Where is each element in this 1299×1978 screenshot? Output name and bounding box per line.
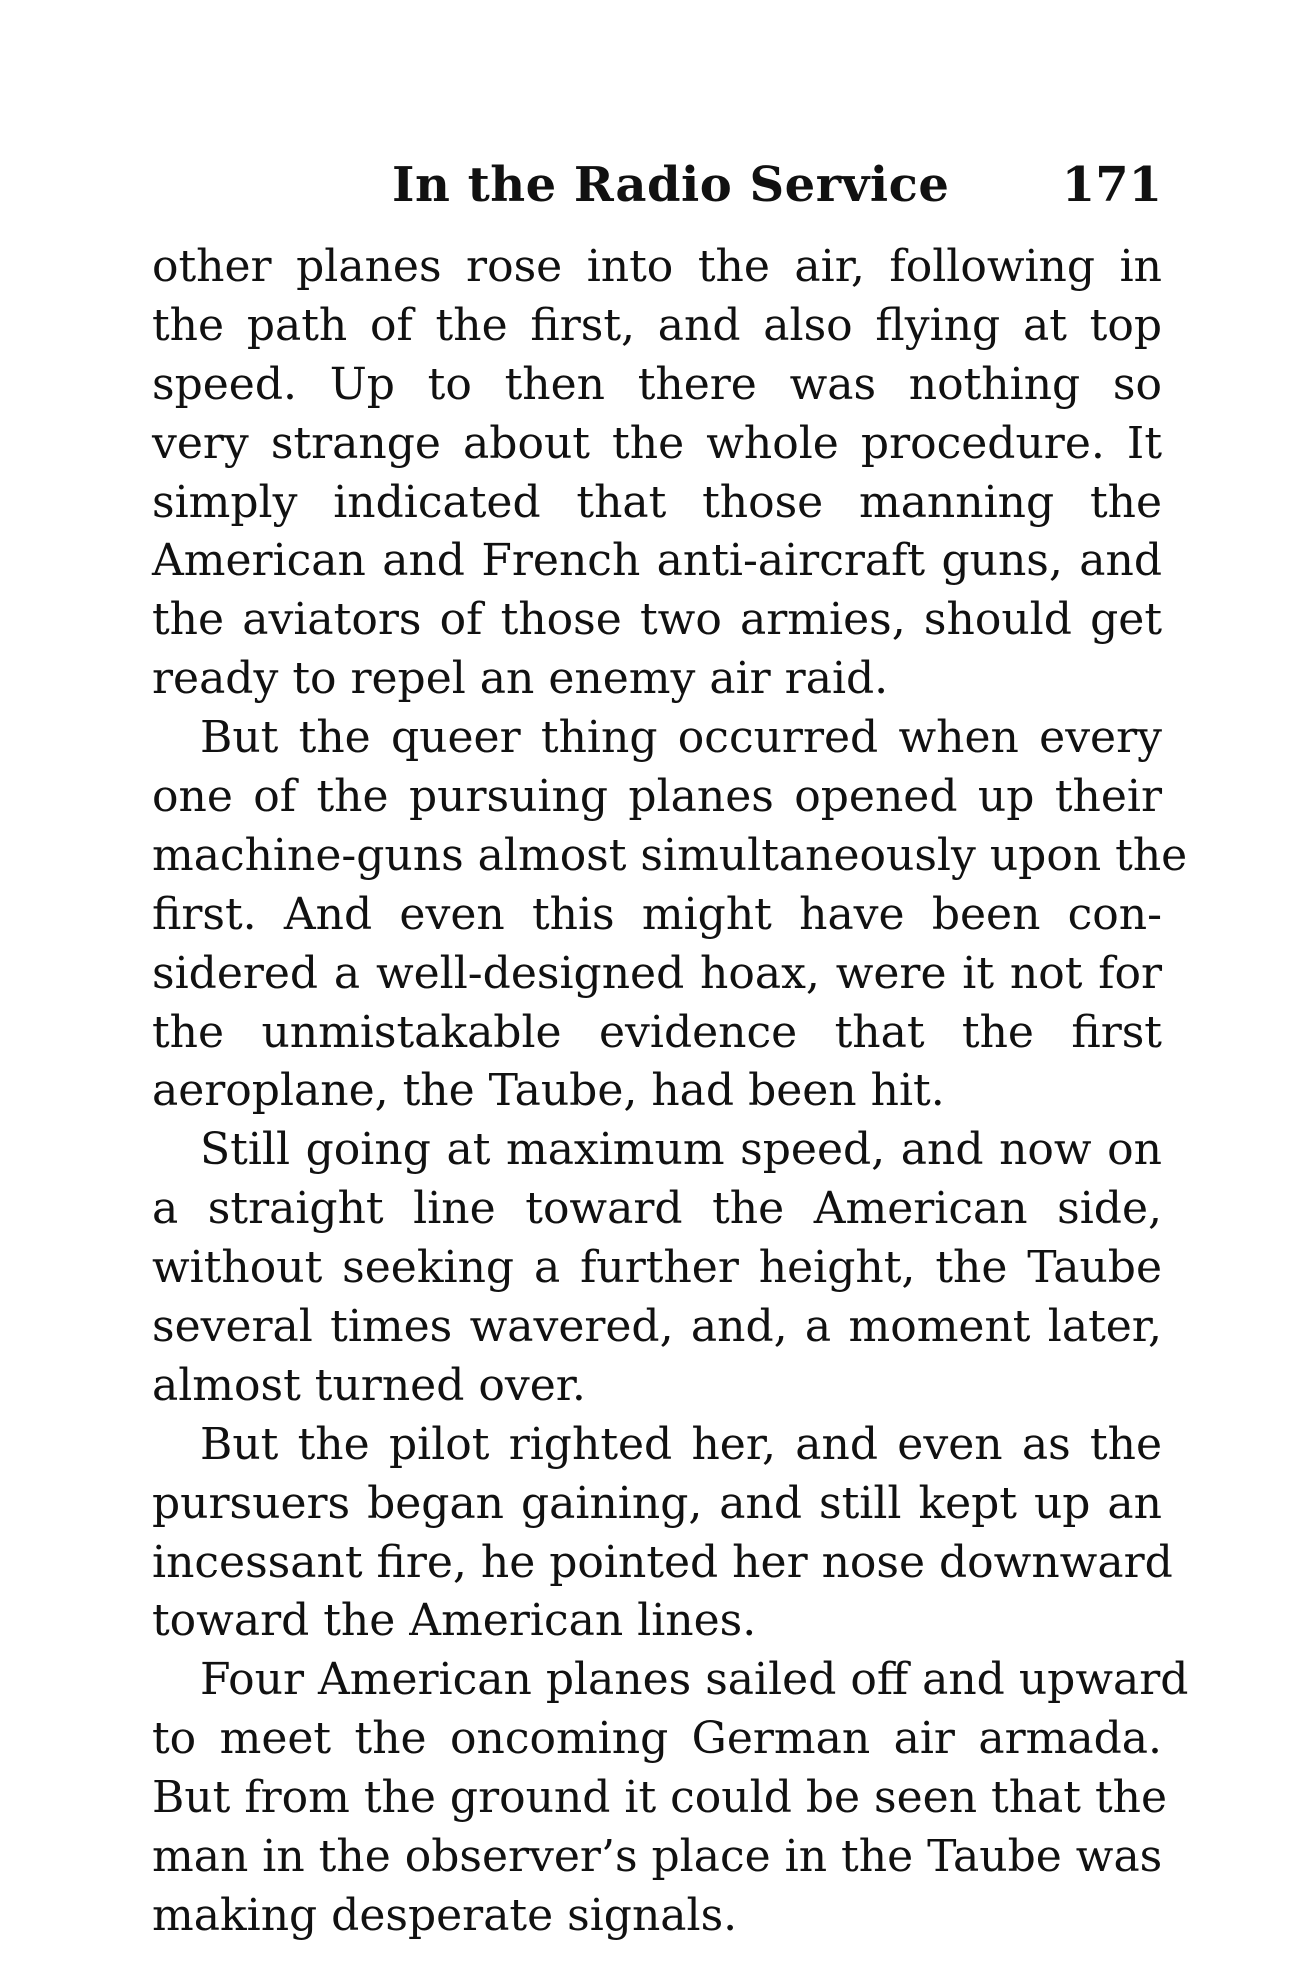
text-line: pursuers began gaining, and still kept up an	[152, 1477, 1162, 1529]
text-line: the aviators of those two armies, should get	[152, 594, 1162, 646]
text-line: But from the ground it could be seen that the	[152, 1772, 1168, 1824]
text-line: Still going at maximum speed, and now on	[200, 1124, 1162, 1176]
text-line: toward the American lines.	[152, 1595, 757, 1647]
running-head	[152, 150, 1162, 220]
running-title: In the Radio Service	[392, 157, 950, 213]
text-line: ready to repel an enemy air raid.	[152, 653, 889, 705]
text-line: speed. Up to then there was nothing so	[152, 358, 1162, 410]
text-line: machine-guns almost simultaneously upon the	[152, 829, 1188, 881]
text-line: without seeking a further height, the Taube	[152, 1242, 1162, 1294]
text-line: Four American planes sailed off and upward	[200, 1654, 1189, 1706]
text-line: first. And even this might have been con-	[152, 888, 1162, 940]
text-line: the path of the first, and also flying at top	[152, 299, 1162, 351]
text-line: very strange about the whole procedure. It	[152, 417, 1162, 469]
text-line: making desperate signals.	[152, 1889, 738, 1941]
text-line: one of the pursuing planes opened up their	[152, 771, 1162, 823]
text-line: a straight line toward the American side,	[152, 1183, 1162, 1235]
text-line: sidered a well-designed hoax, were it not for	[152, 947, 1162, 999]
text-line: man in the observer’s place in the Taube was	[152, 1831, 1163, 1883]
text-line: But the pilot righted her, and even as the	[200, 1418, 1162, 1470]
text-line: But the queer thing occurred when every	[200, 712, 1162, 764]
text-line: the unmistakable evidence that the first	[152, 1006, 1162, 1058]
page-number: 171	[1061, 157, 1162, 213]
text-line: aeroplane, the Taube, had been hit.	[152, 1065, 945, 1117]
text-line: American and French anti-aircraft guns, and	[152, 535, 1162, 587]
body-text	[152, 238, 1189, 1946]
text-line: other planes rose into the air, following in	[152, 241, 1162, 292]
text-line: simply indicated that those manning the	[152, 476, 1162, 528]
text-line: several times wavered, and, a moment later,	[152, 1301, 1162, 1353]
text-line: to meet the oncoming German air armada.	[152, 1713, 1162, 1765]
text-line: incessant fire, he pointed her nose downward	[152, 1536, 1173, 1588]
text-line: almost turned over.	[152, 1359, 586, 1411]
